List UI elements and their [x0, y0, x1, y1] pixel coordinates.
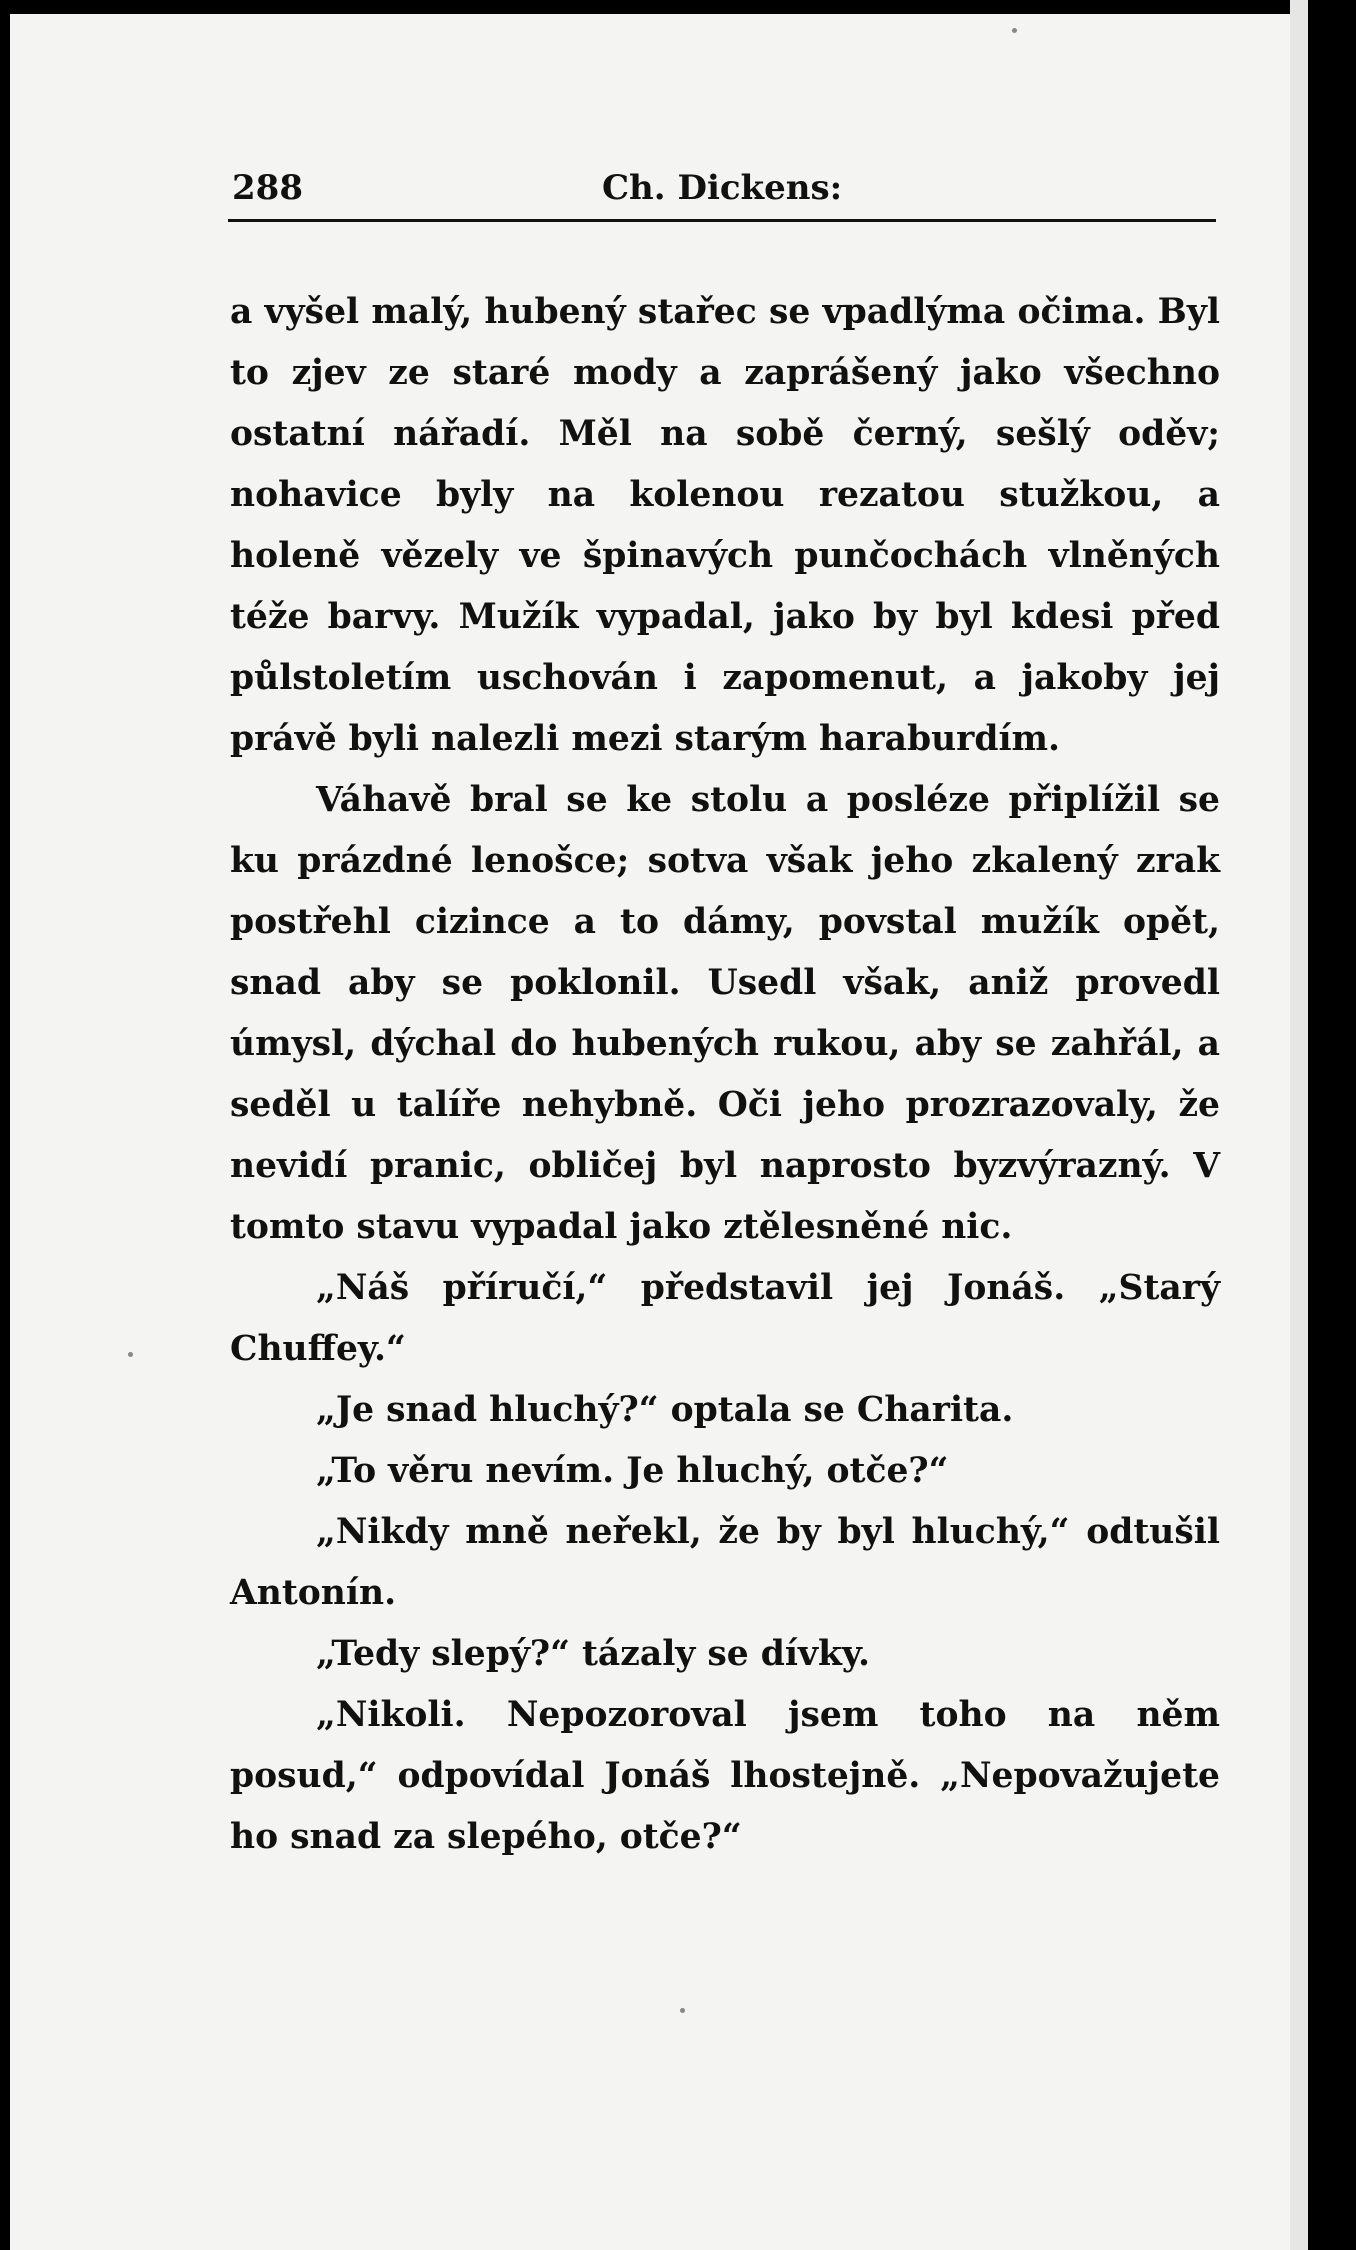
paragraph: „Nikoli. Nepozoroval jsem toho na něm posud,“ odpovídal Jonáš lhostejně. „Nepovažujete ho snad za slepého, otče?“ [230, 1695, 1220, 1857]
header-rule [228, 219, 1216, 222]
scan-border-left [0, 0, 10, 2250]
paragraph: „To věru nevím. Je hluchý, otče?“ [316, 1451, 949, 1491]
scan-speck [128, 1352, 133, 1357]
page-gutter-shadow [1290, 0, 1308, 2250]
paragraph: a vyšel malý, hubený stařec se vpadlýma očima. Byl to zjev ze staré mody a zaprášený jako všechno ostatní nářadí. Měl na sobě černý, sešlý oděv; nohavice byly na kolenou rezatou stužkou, a holeně vězely ve špinavých punčochách vlněných téže barvy. Mužík vypadal, jako by byl kdesi před půlstoletím uschován i zapomenut, a jakoby jej právě byli nalezli mezi starým haraburdím. [230, 292, 1220, 759]
scan-border-right [1308, 0, 1356, 2250]
scan-border-top [0, 0, 1308, 14]
paragraph: „Nikdy mně neřekl, že by byl hluchý,“ odtušil Antonín. [230, 1512, 1220, 1613]
page-number: 288 [232, 168, 303, 208]
page-header [232, 162, 1217, 212]
paragraph: „Je snad hluchý?“ optala se Charita. [316, 1390, 1014, 1430]
running-head: Ch. Dickens: [602, 168, 843, 208]
paragraph: Váhavě bral se ke stolu a posléze připlížil se ku prázdné lenošce; sotva však jeho zkalený zrak postřehl cizince a to dámy, povstal mužík opět, snad aby se poklonil. Usedl však, aniž provedl úmysl, dýchal do hubených rukou, aby se zahřál, a seděl u talíře nehybně. Oči jeho prozrazovaly, že nevidí pranic, obličej byl naprosto byzvýrazný. V tomto stavu vypadal jako ztělesněné nic. [230, 780, 1220, 1247]
paragraph: „Náš příručí,“ představil jej Jonáš. „Starý Chuffey.“ [230, 1268, 1220, 1369]
scan-speck [1012, 28, 1017, 33]
paragraph: „Tedy slepý?“ tázaly se dívky. [316, 1634, 871, 1674]
body-text [230, 282, 1220, 1868]
scan-speck [680, 2008, 685, 2013]
